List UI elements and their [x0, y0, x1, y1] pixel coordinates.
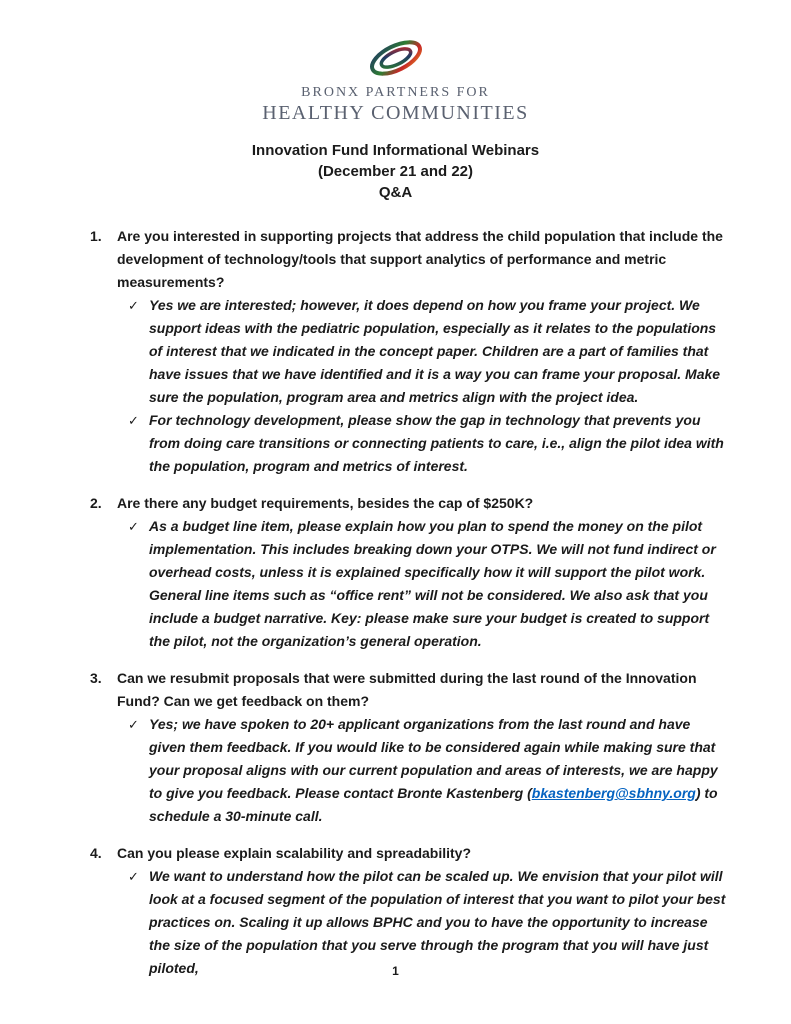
checkmark-icon: ✓ [128, 519, 139, 534]
answer-list [90, 515, 727, 653]
answer-list [90, 294, 727, 478]
qa-item-2 [90, 492, 727, 653]
answer-item [128, 515, 727, 653]
qa-item-4 [90, 842, 727, 980]
question-text: Can you please explain scalability and spreadability? [117, 845, 472, 861]
checkmark-icon: ✓ [128, 869, 139, 884]
answer-text: Yes we are interested; however, it does depend on how you frame your project. We support ideas with the pediatric population, especially as it relates to the populations of interest that we indicated in the concept paper. Children are a part of families that have issues that we have identified and it is a way you can frame your proposal. Make sure the population, program area and metrics align with the project idea. [149, 297, 721, 405]
qa-item-3 [90, 667, 727, 828]
question-number: 1. [90, 228, 102, 244]
answer-text: For technology development, please show the gap in technology that prevents you from doing care transitions or connecting patients to care, i.e., align the pilot idea with the population, program and metrics of interest. [149, 412, 724, 474]
question-row [90, 225, 727, 294]
checkmark-icon: ✓ [128, 413, 139, 428]
qa-item-1 [90, 225, 727, 478]
question-row [90, 492, 727, 515]
org-name-line2: HEALTHY COMMUNITIES [262, 102, 529, 124]
page-number: 1 [392, 964, 399, 978]
checkmark-icon: ✓ [128, 717, 139, 732]
bphc-logo [0, 34, 791, 82]
answer-list [90, 713, 727, 828]
document-header [0, 0, 791, 203]
email-link[interactable]: bkastenberg@sbhny.org [531, 785, 696, 801]
question-number: 3. [90, 670, 102, 686]
doc-title-line1: Innovation Fund Informational Webinars [251, 142, 540, 159]
answer-text: As a budget line item, please explain how you plan to spend the money on the pilot implementation. This includes breaking down your OTPS. We will not fund indirect or overhead costs, unless it is explained specifically how it will support the pilot work. General line items such as “office rent” will not be considered. We also ask that you include a budget narrative. Key: please make sure your budget is created to support the pilot, not the organization’s general operation. [149, 518, 716, 649]
answer-text: We want to understand how the pilot can be scaled up. We envision that your pilot will look at a focused segment of the population of interest that you want to pilot your best practices on. Scaling it up allows BPHC and you to have the opportunity to increase the size of the population that you serve through the program that you will have just piloted, [149, 868, 726, 976]
question-row [90, 842, 727, 865]
org-name-line1: BRONX PARTNERS FOR [301, 85, 490, 100]
question-number: 2. [90, 495, 102, 511]
answer-item [128, 409, 727, 478]
answer-item [128, 294, 727, 409]
question-text: Are there any budget requirements, besides the cap of $250K? [117, 495, 534, 511]
question-row [90, 667, 727, 713]
answer-text-after-link: ) to schedule a 30-minute call. [149, 785, 718, 824]
question-text: Can we resubmit proposals that were submitted during the last round of the Innovation Fund? Can we get feedback on them? [117, 670, 697, 709]
checkmark-icon: ✓ [128, 298, 139, 313]
doc-title-line2: (December 21 and 22) [317, 163, 474, 180]
document-footer [0, 962, 791, 980]
qa-content [0, 203, 791, 980]
doc-title-line3: Q&A [378, 184, 413, 201]
document-title [0, 140, 791, 203]
answer-text [149, 713, 727, 828]
swirl-logo-icon [356, 34, 436, 82]
answer-text-before-link: Yes; we have spoken to 20+ applicant organizations from the last round and have given them feedback. If you would like to be considered again while making sure that your proposal aligns with our current population and areas of interests, we are happy to give you feedback. Please contact Bronte Kastenberg ( [149, 716, 718, 801]
question-text: Are you interested in supporting projects that address the child population that include the development of technology/tools that support analytics of performance and metric measurements? [117, 228, 723, 290]
answer-item [128, 713, 727, 828]
question-number: 4. [90, 845, 102, 861]
